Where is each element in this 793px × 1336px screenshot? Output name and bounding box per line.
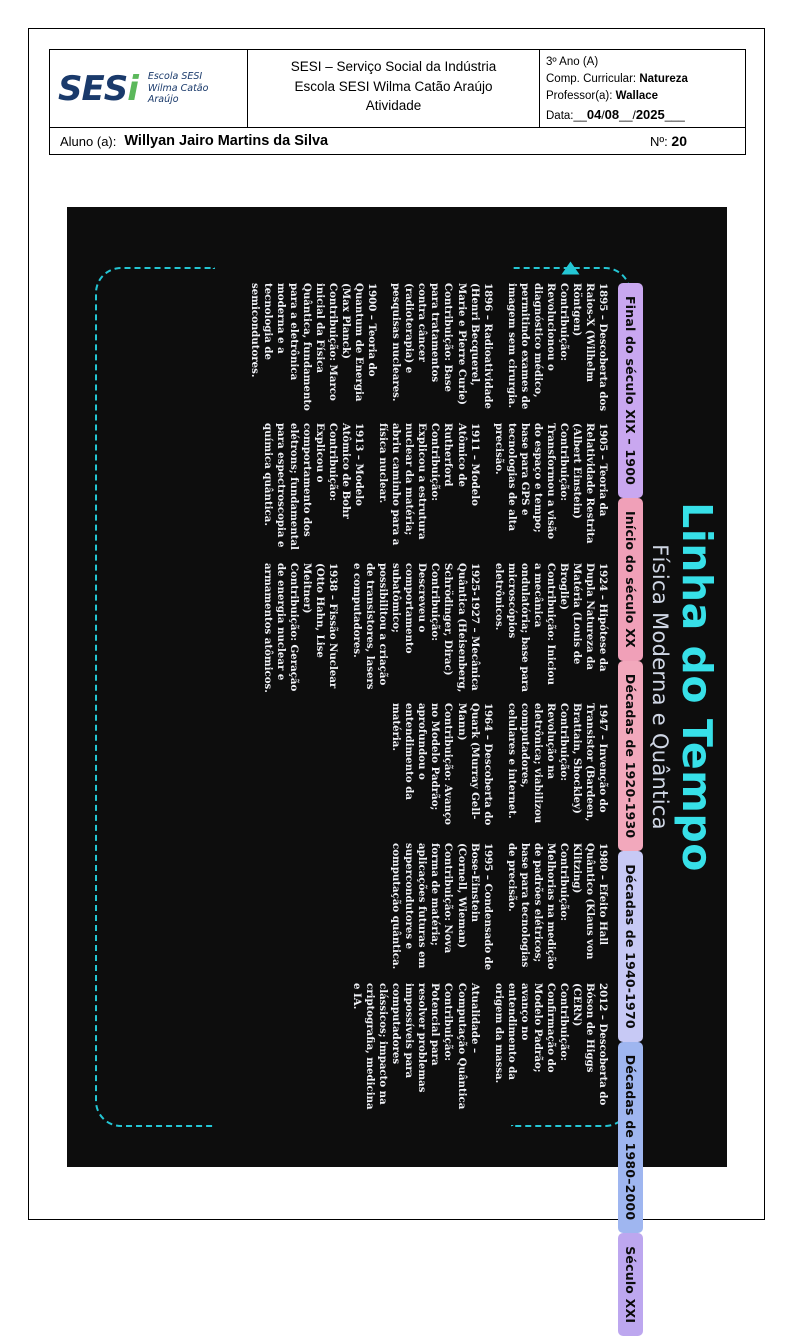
entry-title: 1913 – Modelo Atômico de Bohr (340, 423, 366, 519)
era-badge-1: Início do século XX (618, 498, 643, 661)
entry-title: 1980 – Efeito Hall Quântico (Klaus von Klitzing) (570, 843, 609, 960)
entry-contribution: Contribuição: Avanço no Modelo Padrão; aprofundou o entendimento da matéria. (390, 703, 455, 825)
subject-label: Comp. Curricular: (546, 73, 637, 86)
timeline-poster (67, 207, 727, 1324)
subject-value: Natureza (639, 73, 688, 86)
timeline-entry (261, 563, 339, 693)
entry-contribution: Contribuição: Descreveu o comportamento subatômico; possibilitou a criação de transistores, lasers e computadores. (351, 563, 442, 690)
entry-contribution: Contribuição: Marco inicial da Física Quântica, fundamento para a eletrônica moderna e a tecnologia de semicondutores. (248, 283, 340, 411)
entry-contribution: Contribuição: Potencial para resolver problemas impossíveis para computadores clássicos; impacto na criptografia, medicina e IA. (351, 983, 455, 1110)
entry-title: 1896 – Radioatividade (Henri Becquerel, Marie e Pierre Curie) (455, 283, 494, 409)
entry-contribution: Contribuição: Base para tratamentos contra câncer (radioterapia) e pesquisas nucleares. (390, 283, 455, 402)
date-line: Data:__04/08__/2025___ (546, 107, 685, 123)
timeline-entry (389, 843, 493, 973)
era-badge-4: Décadas de 1980–2000 (618, 1042, 643, 1233)
era-badge-0: Final do século XIX – 1900 (618, 283, 643, 498)
entry-title: 1924 – Hipótese da Dupla Natureza da Matéria (Louis de Broglie) (557, 563, 609, 672)
poster-title: Linha do Tempo (673, 502, 721, 872)
document-header (49, 49, 746, 155)
era-badge-3: Décadas de 1940-1970 (618, 851, 643, 1041)
poster-heading (648, 207, 721, 1167)
date-label: Data: (546, 110, 574, 123)
timeline-entry (389, 283, 493, 413)
timeline-entry (376, 423, 480, 553)
entry-title: 1895 – Descoberta dos Raios-X (Wilhelm Röntgen) (570, 283, 609, 412)
teacher-line (546, 88, 739, 105)
timeline-entry (492, 423, 609, 553)
timeline-entry (505, 843, 609, 973)
entry-contribution: Contribuição: Nova forma de matéria; aplicações futuras em supercondutores e computação quântica. (390, 843, 455, 970)
student-number (650, 133, 735, 149)
sesi-logo: SESi (58, 68, 138, 109)
timeline-entry (505, 283, 609, 413)
entry-title: Atualidade – Computação Quântica (455, 983, 481, 1110)
teacher-value: Wallace (615, 90, 659, 103)
timeline-column-5 (107, 983, 609, 1113)
timeline-entry (389, 703, 493, 833)
student-label: Aluno (a): (60, 133, 117, 149)
date-month: 08 (604, 107, 620, 123)
class-info-cell (540, 50, 745, 127)
student-number-value: 20 (671, 133, 687, 150)
timeline-column-2 (107, 563, 609, 693)
era-badge-5: Século XXI (618, 1233, 643, 1336)
era-badge-2: Décadas de 1920-1930 (618, 661, 643, 851)
timeline-column-3 (107, 703, 609, 833)
entry-title: 1995 – Condensado de Bose-Einstein (Cornell, Wieman) (455, 843, 494, 971)
entry-contribution: Contribuição: Explicou o comportamento dos elétrons; fundamental para espectroscopia e química quântica. (261, 423, 340, 550)
entry-contribution: Contribuição: Melhorias na medição de padrões elétricos; base para tecnologias de precisão. (505, 843, 570, 970)
entry-title: 1964 – Descoberta do Quark (Murray Gell-Mann) (455, 703, 494, 826)
document-title: SESI – Serviço Social da Indústria Escola SESI Wilma Catão Araújo Atividade (248, 50, 540, 127)
timeline-poster-inner (67, 207, 727, 1324)
timeline-column-1 (107, 423, 609, 553)
school-logo-cell (50, 50, 248, 127)
school-logo-subtitle: Escola SESI Wilma Catão Araújo (147, 71, 209, 106)
timeline-column-0 (107, 283, 609, 413)
timeline-arrow-icon (562, 262, 580, 275)
student-name: Willyan Jairo Martins da Silva (124, 133, 329, 150)
entry-contribution: Contribuição: Revolução na eletrônica; viabilizou computadores, celulares e internet. (505, 703, 570, 824)
date-year: 2025 (635, 107, 665, 123)
entry-title: 1911 – Modelo Atômico de Rutherford (442, 423, 481, 506)
timeline-column-4 (107, 843, 609, 973)
subject-line (546, 71, 739, 88)
entry-contribution: Contribuição: Revolucionou o diagnóstico médico, permitindo exames de imagem sem cirurgia. (505, 283, 570, 410)
timeline-entry (492, 563, 609, 693)
timeline-poster-area (67, 207, 727, 1324)
entry-title: 1925-1927 – Mecânica Quântica (Heisenberg, Schrödinger, Dirac) (442, 563, 481, 693)
worksheet-page (28, 28, 765, 1324)
grade-year: 3º Ano (A) (546, 56, 599, 68)
timeline-entry (261, 423, 365, 553)
timeline-entry (248, 283, 378, 413)
entry-contribution: Contribuição: Iniciou a mecânica ondulatória; base para microscópios eletrônicos. (492, 563, 557, 693)
student-number-label: Nº: (650, 134, 668, 150)
entry-contribution: Contribuição: Transformou a visão do espaço e tempo; base para GPS e tecnologias de alta precisão. (492, 423, 570, 540)
entry-title: 2012 – Descoberta do Bóson de Higgs (CERN) (570, 983, 609, 1106)
entry-contribution: Contribuição: Confirmação do Modelo Padrão; avanço no entendimento da origem da massa. (492, 983, 570, 1084)
era-badge-row (618, 283, 643, 1324)
entry-title: 1947 – Invenção do Transistor (Bardeen, Brattain, Shockley) (570, 703, 609, 822)
timeline-columns (107, 283, 609, 1113)
date-day: 04 (586, 107, 602, 123)
entry-title: 1905 – Teoria da Relatividade Restrita (Albert Einstein) (570, 423, 609, 544)
timeline-entry (492, 983, 609, 1113)
header-top-row (50, 50, 745, 128)
teacher-label: Professor(a): (546, 90, 613, 103)
header-student-row (50, 128, 745, 154)
timeline-entry (505, 703, 609, 833)
timeline-entry (350, 563, 480, 693)
entry-contribution: Contribuição: Geração de energia nuclear e armamentos atômicos. (261, 563, 300, 693)
entry-contribution: Contribuição: Explicou a estrutura nuclear da matéria; abriu caminho para a física nuclear. (377, 423, 442, 546)
poster-subtitle: Física Moderna e Quântica (648, 544, 673, 830)
entry-title: 1900 – Teoria do Quantum de Energia (Max Planck) (340, 283, 379, 402)
entry-title: 1938 – Fissão Nuclear (Otto Hahn, Lise Meitner) (301, 563, 340, 689)
timeline-entry (350, 983, 480, 1113)
